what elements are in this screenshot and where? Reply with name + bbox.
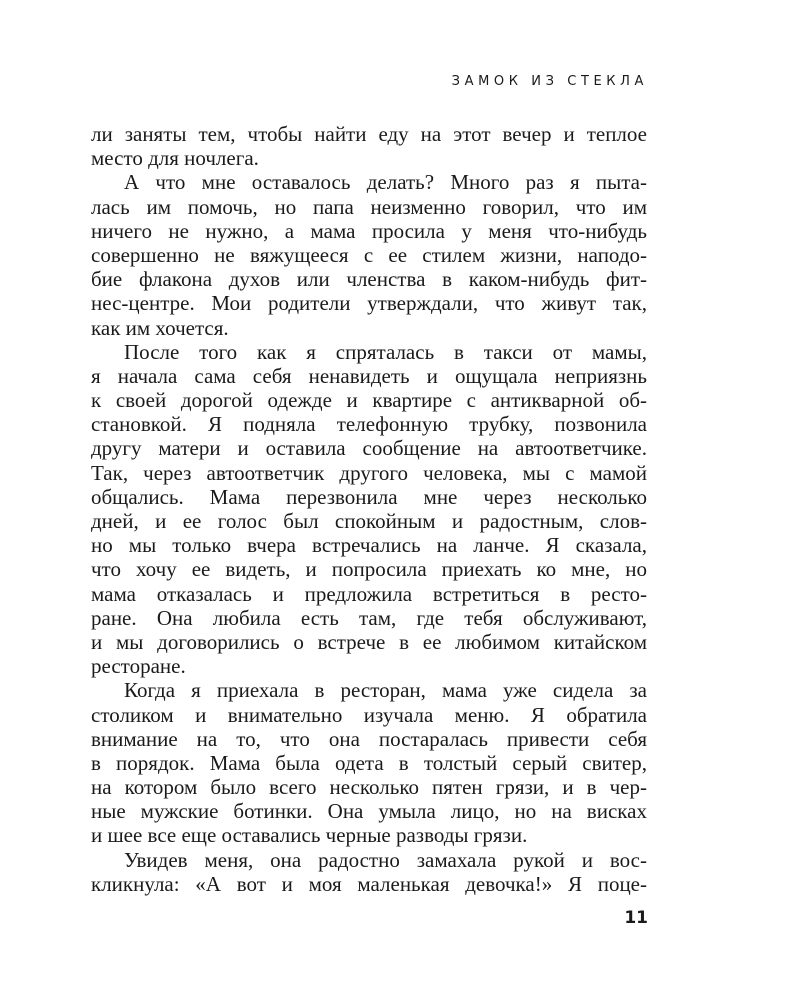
paragraph: [91, 678, 647, 847]
paragraph: [91, 848, 647, 896]
running-head-title: ЗАМОК ИЗ СТЕКЛА: [451, 74, 648, 89]
text-line: ничего не нужно, а мама просила у меня что-нибудь: [91, 218, 647, 243]
text-line: место для ночлега.: [91, 146, 259, 171]
text-line: кликнула: «А вот и моя маленькая девочка!» Я поце-: [91, 871, 647, 896]
text-line: Когда я приехала в ресторан, мама уже сидела за: [124, 678, 647, 703]
text-line: Увидев меня, она радостно замахала рукой и вос-: [124, 847, 647, 872]
paragraph: [91, 340, 647, 679]
text-line: совершенно не вяжущееся с ее стилем жизни, наподо-: [91, 242, 647, 267]
text-line: как им хочется.: [91, 315, 229, 340]
text-line: в порядок. Мама была одета в толстый серый свитер,: [91, 750, 647, 775]
text-line: лась им помочь, но папа неизменно говорил, что им: [91, 194, 647, 219]
text-line: дней, и ее голос был спокойным и радостным, слов-: [91, 509, 647, 533]
text-line: внимание на то, что она постаралась привести себя: [91, 726, 647, 751]
text-line: и мы договорились о встрече в ее любимом китайском: [91, 629, 647, 654]
text-line: к своей дорогой одежде и квартире с антикварной об-: [91, 388, 647, 413]
text-line: и шее все еще оставались черные разводы грязи.: [91, 823, 528, 848]
body-text: [91, 122, 647, 896]
text-line: столиком и внимательно изучала меню. Я обратила: [91, 702, 647, 727]
text-line: но мы только вчера встречались на ланче. Я сказала,: [91, 533, 647, 558]
paragraph: [91, 122, 647, 170]
page-number: 11: [624, 908, 648, 928]
text-line: становкой. Я подняла телефонную трубку, позвонила: [91, 412, 647, 437]
text-line: После того как я спряталась в такси от мамы,: [124, 339, 647, 364]
text-line: ресторане.: [91, 654, 186, 679]
text-line: на котором было всего несколько пятен грязи, и в чер-: [91, 775, 647, 800]
text-line: бие флакона духов или членства в каком-нибудь фит-: [91, 267, 647, 292]
text-line: что хочу ее видеть, и попросила приехать ко мне, но: [91, 557, 647, 582]
text-line: другу матери и оставила сообщение на автоответчике.: [91, 436, 647, 461]
text-line: ные мужские ботинки. Она умыла лицо, но на висках: [91, 799, 647, 824]
text-line: Так, через автоответчик другого человека, мы с мамой: [91, 460, 647, 485]
paragraph: [91, 170, 647, 339]
text-line: ли заняты тем, чтобы найти еду на этот вечер и теплое: [91, 122, 647, 146]
text-line: мама отказалась и предложила встретиться в ресто-: [91, 581, 647, 606]
text-line: я начала сама себя ненавидеть и ощущала неприязнь: [91, 363, 647, 388]
text-line: А что мне оставалось делать? Много раз я пыта-: [124, 170, 647, 195]
text-line: общались. Мама перезвонила мне через несколько: [91, 484, 647, 509]
text-line: нес-центре. Мои родители утверждали, что живут так,: [91, 291, 647, 316]
text-line: ране. Она любила есть там, где тебя обслуживают,: [91, 605, 647, 630]
